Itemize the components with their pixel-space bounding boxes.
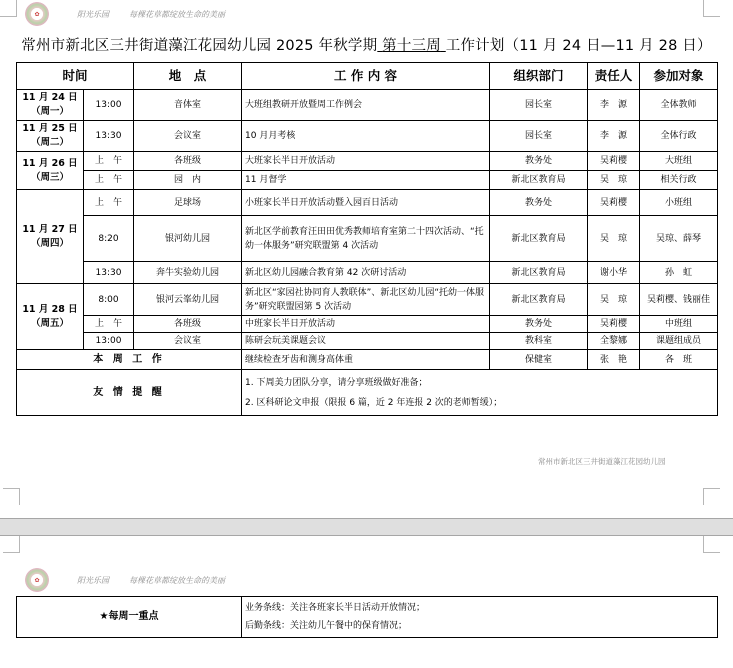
dept-cell: 新北区教育局 xyxy=(490,284,588,316)
dept-cell: 教务处 xyxy=(490,190,588,216)
content-cell: 大班组教研开放暨周工作例会 xyxy=(242,90,490,121)
work-plan-table xyxy=(16,62,718,416)
page-header xyxy=(25,566,225,594)
weekly-work-label: 本 周 工 作 xyxy=(17,350,242,370)
table-row xyxy=(17,190,718,216)
person-cell: 全黎娜 xyxy=(588,333,640,350)
target-cell: 中班组 xyxy=(640,316,718,333)
dept-cell: 教科室 xyxy=(490,333,588,350)
target-cell: 全体行政 xyxy=(640,121,718,152)
table-row xyxy=(17,262,718,284)
target-cell: 相关行政 xyxy=(640,171,718,190)
dept-cell: 教务处 xyxy=(490,152,588,171)
place-cell: 银河云峯幼儿园 xyxy=(134,284,242,316)
content-cell: 新北区“家园社协同育人教联体”、新北区幼儿园“托幼一体服务”研究联盟园第 5 次活动 xyxy=(242,284,490,316)
content-cell: 11 月督学 xyxy=(242,171,490,190)
header-content: 工 作 内 容 xyxy=(242,63,490,90)
header-motto-2: 每棵花草都绽放生命的美丽 xyxy=(129,575,225,585)
title-prefix: 常州市新北区三井街道藻江花园幼儿园 2025 年秋学期 xyxy=(21,38,378,54)
place-cell: 足球场 xyxy=(134,190,242,216)
time-cell: 13:30 xyxy=(84,262,134,284)
date-cell: 11 月 26 日 （周三） xyxy=(17,152,84,190)
header-motto-1: 阳光乐园 xyxy=(77,575,109,585)
time-cell: 上 午 xyxy=(84,171,134,190)
margin-corner-mark xyxy=(703,488,720,505)
date-cell: 11 月 24 日 （周一） xyxy=(17,90,84,121)
focus-item: 业务条线：关注各班家长半日活动开放情况； xyxy=(245,603,426,613)
target-cell: 孙 虹 xyxy=(640,262,718,284)
table-row xyxy=(17,171,718,190)
content-cell: 陈研会玩美课题会议 xyxy=(242,333,490,350)
dept-cell: 保健室 xyxy=(490,350,588,370)
time-cell: 上 午 xyxy=(84,316,134,333)
time-cell: 8:20 xyxy=(84,216,134,262)
weekly-work-row xyxy=(17,350,718,370)
place-cell: 银河幼儿园 xyxy=(134,216,242,262)
focus-label: ★每周一重点 xyxy=(17,597,242,638)
kindergarten-logo-icon: ✿ xyxy=(25,2,49,26)
weekly-focus-table xyxy=(16,596,718,638)
content-cell: 新北区学前教育汪田田优秀教师培育室第二十四次活动、“托幼一体服务”研究联盟第 4 次活动 xyxy=(242,216,490,262)
table-row xyxy=(17,316,718,333)
target-cell: 各 班 xyxy=(640,350,718,370)
header-target: 参加对象 xyxy=(640,63,718,90)
dept-cell: 新北区教育局 xyxy=(490,262,588,284)
header-dept: 组织部门 xyxy=(490,63,588,90)
target-cell: 大班组 xyxy=(640,152,718,171)
person-cell: 张 艳 xyxy=(588,350,640,370)
time-cell: 13:00 xyxy=(84,90,134,121)
date-cell: 11 月 25 日 （周二） xyxy=(17,121,84,152)
table-row xyxy=(17,121,718,152)
content-cell: 中班家长半日开放活动 xyxy=(242,316,490,333)
table-row xyxy=(17,284,718,316)
content-cell: 大班家长半日开放活动 xyxy=(242,152,490,171)
page-separator xyxy=(0,518,733,536)
reminder-item: 1. 下周美力团队分享，请分享班级做好准备； xyxy=(245,377,428,388)
place-cell: 园 内 xyxy=(134,171,242,190)
time-cell: 13:30 xyxy=(84,121,134,152)
focus-row xyxy=(17,597,718,638)
place-cell: 各班级 xyxy=(134,316,242,333)
person-cell: 谢小华 xyxy=(588,262,640,284)
header-time: 时间 xyxy=(17,63,134,90)
margin-corner-mark xyxy=(703,536,720,553)
reminder-label: 友 情 提 醒 xyxy=(17,370,242,416)
person-cell: 吴莉樱 xyxy=(588,190,640,216)
place-cell: 会议室 xyxy=(134,333,242,350)
time-cell: 上 午 xyxy=(84,190,134,216)
target-cell: 课题组成员 xyxy=(640,333,718,350)
person-cell: 李 源 xyxy=(588,90,640,121)
kindergarten-logo-icon: ✿ xyxy=(25,568,49,592)
time-cell: 13:00 xyxy=(84,333,134,350)
margin-corner-mark xyxy=(3,488,20,505)
reminder-content xyxy=(242,370,718,416)
person-cell: 吴 琼 xyxy=(588,284,640,316)
person-cell: 李 源 xyxy=(588,121,640,152)
person-cell: 吴 琼 xyxy=(588,171,640,190)
person-cell: 吴莉樱 xyxy=(588,316,640,333)
margin-corner-mark xyxy=(3,536,20,553)
table-row xyxy=(17,90,718,121)
page-title xyxy=(0,34,733,55)
date-cell: 11 月 27 日 （周四） xyxy=(17,190,84,284)
place-cell: 各班级 xyxy=(134,152,242,171)
content-cell: 10 月月考核 xyxy=(242,121,490,152)
focus-content xyxy=(242,597,718,638)
reminder-row xyxy=(17,370,718,416)
header-person: 责任人 xyxy=(588,63,640,90)
time-cell: 上 午 xyxy=(84,152,134,171)
place-cell: 奔牛实验幼儿园 xyxy=(134,262,242,284)
dept-cell: 新北区教育局 xyxy=(490,171,588,190)
date-cell: 11 月 28 日 （周五） xyxy=(17,284,84,350)
dept-cell: 园长室 xyxy=(490,121,588,152)
header-motto-1: 阳光乐园 xyxy=(77,9,109,19)
focus-item: 后勤条线：关注幼儿午餐中的保育情况； xyxy=(245,621,408,631)
dept-cell: 新北区教育局 xyxy=(490,216,588,262)
dept-cell: 园长室 xyxy=(490,90,588,121)
table-row xyxy=(17,216,718,262)
reminder-item: 2. 区科研论文申报（限报 6 篇，近 2 年连报 2 次的老师暂缓）； xyxy=(245,397,503,408)
target-cell: 小班组 xyxy=(640,190,718,216)
place-cell: 会议室 xyxy=(134,121,242,152)
title-suffix: 工作计划（11 月 24 日—11 月 28 日） xyxy=(445,38,712,54)
target-cell: 全体教师 xyxy=(640,90,718,121)
time-cell: 8:00 xyxy=(84,284,134,316)
page-header xyxy=(25,0,225,28)
table-header-row xyxy=(17,63,718,90)
place-cell: 音体室 xyxy=(134,90,242,121)
person-cell: 吴 琼 xyxy=(588,216,640,262)
margin-corner-mark xyxy=(703,0,720,17)
person-cell: 吴莉樱 xyxy=(588,152,640,171)
target-cell: 吴莉樱、钱丽佳 xyxy=(640,284,718,316)
margin-corner-mark xyxy=(0,0,17,17)
header-place: 地 点 xyxy=(134,63,242,90)
document-page-2 xyxy=(0,536,733,668)
content-cell: 继续检查牙齿和测身高体重 xyxy=(242,350,490,370)
content-cell: 新北区幼儿园融合教育第 42 次研讨活动 xyxy=(242,262,490,284)
dept-cell: 教务处 xyxy=(490,316,588,333)
table-row xyxy=(17,152,718,171)
title-week: 第十三周 xyxy=(382,38,441,54)
page-footer: 常州市新北区三井街道藻江花园幼儿园 xyxy=(538,457,666,466)
table-row xyxy=(17,333,718,350)
target-cell: 吴琼、薛琴 xyxy=(640,216,718,262)
content-cell: 小班家长半日开放活动暨入园百日活动 xyxy=(242,190,490,216)
header-motto-2: 每棵花草都绽放生命的美丽 xyxy=(129,9,225,19)
